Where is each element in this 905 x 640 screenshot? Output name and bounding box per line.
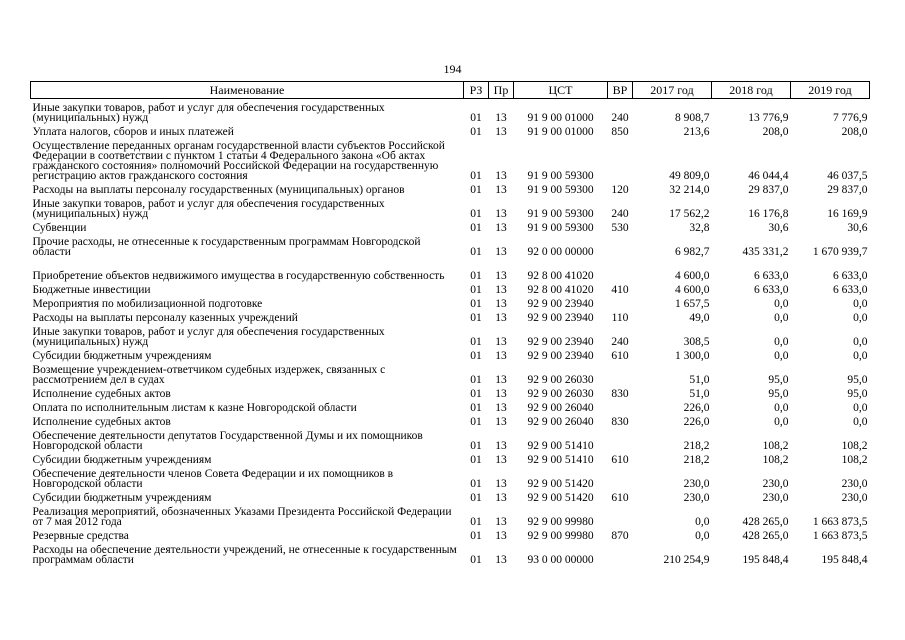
row-vr: 110	[611, 312, 629, 324]
row-2019: 0,0	[853, 312, 868, 324]
row-2019: 7 776,9	[833, 112, 868, 124]
row-2018: 230,0	[762, 492, 789, 504]
row-vr: 120	[611, 184, 629, 196]
table-row	[31, 323, 870, 347]
row-2018: 29 837,0	[748, 184, 789, 196]
row-cst: 92 9 00 23940	[527, 298, 594, 310]
row-2018: 230,0	[762, 478, 789, 490]
row-2017: 17 562,2	[669, 208, 710, 220]
row-2019: 0,0	[853, 402, 868, 414]
row-name: Реализация мероприятий, обозначенных Указами Президента Российской Федерации от 7 мая 2012 года	[32, 506, 452, 528]
row-2019: 6 633,0	[833, 284, 868, 296]
row-2018: 0,0	[774, 416, 789, 428]
row-rz: 01	[470, 336, 482, 348]
row-2017: 1 657,5	[675, 298, 710, 310]
row-2018: 6 633,0	[754, 270, 789, 282]
row-cst: 92 9 00 51420	[527, 492, 594, 504]
row-2018: 0,0	[774, 350, 789, 362]
row-pr: 13	[495, 374, 507, 386]
table-row	[31, 361, 870, 385]
table-row	[31, 489, 870, 503]
row-rz: 01	[470, 208, 482, 220]
row-cst: 92 0 00 00000	[527, 246, 594, 258]
row-cst: 92 9 00 26030	[527, 388, 594, 400]
row-rz: 01	[470, 402, 482, 414]
row-rz: 01	[470, 554, 482, 566]
row-cst: 92 9 00 51420	[527, 478, 594, 490]
row-rz: 01	[470, 374, 482, 386]
row-name: Иные закупки товаров, работ и услуг для обеспечения государственных (муниципальных) нужд	[32, 102, 385, 124]
row-vr: 240	[611, 208, 629, 220]
row-vr: 870	[611, 530, 629, 542]
row-2017: 226,0	[683, 416, 710, 428]
row-rz: 01	[470, 270, 482, 282]
row-2017: 51,0	[689, 388, 710, 400]
row-pr: 13	[495, 530, 507, 542]
row-rz: 01	[470, 246, 482, 258]
row-2018: 0,0	[774, 312, 789, 324]
row-name: Расходы на выплаты персоналу казенных учреждений	[32, 312, 298, 324]
row-name: Обеспечение деятельности депутатов Государственной Думы и их помощников Новгородской области	[32, 430, 423, 452]
row-2017: 4 600,0	[675, 270, 710, 282]
row-2019: 230,0	[841, 492, 868, 504]
row-vr: 850	[611, 126, 629, 138]
header-cst: ЦСТ	[514, 82, 608, 99]
row-2019: 1 663 873,5	[812, 516, 868, 528]
row-name: Осуществление переданных органам государственной власти субъектов Российской Федерации в соответствии с пунктом 1 статьи 4 Федерального закона «Об актах гражданского состояния» полномочий Российской Федерации на государственную регистрацию актов гражданского состояния	[32, 140, 445, 182]
row-name: Субсидии бюджетным учреждениям	[32, 454, 212, 466]
row-vr	[608, 233, 633, 257]
row-vr	[608, 137, 633, 181]
row-pr: 13	[495, 350, 507, 362]
row-rz: 01	[470, 184, 482, 196]
row-2019: 16 169,9	[827, 208, 868, 220]
row-2019: 208,0	[841, 126, 868, 138]
table-row	[31, 503, 870, 527]
row-pr: 13	[495, 112, 507, 124]
row-cst: 92 9 00 26040	[527, 402, 594, 414]
table-row	[31, 527, 870, 541]
table-row	[31, 123, 870, 137]
row-pr: 13	[495, 554, 507, 566]
row-name: Субвенции	[32, 222, 87, 234]
row-vr: 240	[611, 112, 629, 124]
row-2018: 428 265,0	[742, 516, 789, 528]
table-row	[31, 137, 870, 181]
row-2017: 32 214,0	[669, 184, 710, 196]
row-2017: 230,0	[683, 492, 710, 504]
row-pr: 13	[495, 126, 507, 138]
row-cst: 92 9 00 51410	[527, 440, 594, 452]
row-2017: 6 982,7	[675, 246, 710, 258]
row-cst: 92 9 00 23940	[527, 336, 594, 348]
row-2017: 308,5	[683, 336, 710, 348]
table-row	[31, 399, 870, 413]
row-2019: 30,6	[847, 222, 868, 234]
row-name: Исполнение судебных актов	[32, 388, 171, 400]
row-rz: 01	[470, 516, 482, 528]
row-rz: 01	[470, 478, 482, 490]
row-name: Субсидии бюджетным учреждениям	[32, 350, 212, 362]
row-rz: 01	[470, 284, 482, 296]
row-2018: 108,2	[762, 440, 789, 452]
table-row	[31, 99, 870, 124]
row-rz: 01	[470, 312, 482, 324]
table-row	[31, 413, 870, 427]
row-vr	[608, 427, 633, 451]
row-cst: 92 9 00 26030	[527, 374, 594, 386]
row-2017: 210 254,9	[663, 554, 710, 566]
row-name: Резервные средства	[32, 530, 129, 542]
table-row	[31, 181, 870, 195]
row-pr: 13	[495, 388, 507, 400]
row-name: Прочие расходы, не отнесенные к государственным программам Новгородской области	[32, 236, 421, 258]
budget-table	[30, 81, 870, 565]
row-2018: 108,2	[762, 454, 789, 466]
row-2019: 108,2	[841, 454, 868, 466]
row-2019: 195 848,4	[821, 554, 868, 566]
row-name: Иные закупки товаров, работ и услуг для обеспечения государственных (муниципальных) нужд	[32, 198, 385, 220]
row-2018: 30,6	[768, 222, 789, 234]
header-2017: 2017 год	[633, 82, 712, 99]
row-name: Иные закупки товаров, работ и услуг для обеспечения государственных (муниципальных) нужд	[32, 326, 385, 348]
table-row	[31, 309, 870, 323]
row-2019: 230,0	[841, 478, 868, 490]
row-2017: 4 600,0	[675, 284, 710, 296]
row-2018: 16 176,8	[748, 208, 789, 220]
table-row	[31, 541, 870, 565]
table-row	[31, 451, 870, 465]
row-name: Расходы на обеспечение деятельности учреждений, не отнесенные к государственным программам области	[32, 544, 457, 566]
row-name: Бюджетные инвестиции	[32, 284, 151, 296]
row-cst: 92 9 00 99980	[527, 530, 594, 542]
row-2019: 95,0	[847, 388, 868, 400]
row-rz: 01	[470, 388, 482, 400]
row-2019: 0,0	[853, 416, 868, 428]
row-2018: 208,0	[762, 126, 789, 138]
row-name: Возмещение учреждением-ответчиком судебных издержек, связанных с рассмотрением дел в судах	[32, 364, 386, 386]
row-name: Исполнение судебных актов	[32, 416, 171, 428]
row-rz: 01	[470, 126, 482, 138]
row-2017: 0,0	[695, 530, 710, 542]
row-pr: 13	[495, 312, 507, 324]
row-name: Приобретение объектов недвижимого имущества в государственную собственность	[32, 270, 445, 282]
table-row	[31, 195, 870, 219]
row-vr	[608, 541, 633, 565]
header-vr: ВР	[608, 82, 633, 99]
row-2019: 0,0	[853, 298, 868, 310]
row-rz: 01	[470, 492, 482, 504]
row-pr: 13	[495, 270, 507, 282]
row-2019: 0,0	[853, 336, 868, 348]
row-2019: 95,0	[847, 374, 868, 386]
row-vr: 530	[611, 222, 629, 234]
row-2017: 49 809,0	[669, 170, 710, 182]
row-2019: 29 837,0	[827, 184, 868, 196]
row-2018: 6 633,0	[754, 284, 789, 296]
row-cst: 91 9 00 59300	[527, 170, 594, 182]
row-vr	[608, 503, 633, 527]
row-rz: 01	[470, 112, 482, 124]
row-2019: 46 037,5	[827, 170, 868, 182]
row-cst: 91 9 00 01000	[527, 126, 594, 138]
table-body	[31, 99, 870, 566]
row-pr: 13	[495, 336, 507, 348]
table-row	[31, 281, 870, 295]
row-2019: 0,0	[853, 350, 868, 362]
row-name: Субсидии бюджетным учреждениям	[32, 492, 212, 504]
row-cst: 92 9 00 51410	[527, 454, 594, 466]
header-2019: 2019 год	[791, 82, 870, 99]
row-pr: 13	[495, 454, 507, 466]
row-2019: 1 670 939,7	[812, 246, 868, 258]
row-cst: 92 9 00 23940	[527, 312, 594, 324]
row-2019: 6 633,0	[833, 270, 868, 282]
row-cst: 92 9 00 26040	[527, 416, 594, 428]
row-vr: 240	[611, 336, 629, 348]
row-cst: 92 9 00 23940	[527, 350, 594, 362]
row-rz: 01	[470, 454, 482, 466]
row-pr: 13	[495, 478, 507, 490]
row-2017: 218,2	[683, 454, 710, 466]
row-2017: 8 908,7	[675, 112, 710, 124]
row-2017: 0,0	[695, 516, 710, 528]
row-2017: 226,0	[683, 402, 710, 414]
row-pr: 13	[495, 440, 507, 452]
row-cst: 91 9 00 01000	[527, 112, 594, 124]
row-vr	[608, 361, 633, 385]
row-pr: 13	[495, 208, 507, 220]
row-2018: 428 265,0	[742, 530, 789, 542]
row-cst: 92 8 00 41020	[527, 270, 594, 282]
row-2017: 1 300,0	[675, 350, 710, 362]
row-vr	[608, 295, 633, 309]
table-row	[31, 233, 870, 257]
row-pr: 13	[495, 222, 507, 234]
row-cst: 91 9 00 59300	[527, 184, 594, 196]
row-2018: 46 044,4	[748, 170, 789, 182]
header-2018: 2018 год	[712, 82, 791, 99]
row-rz: 01	[470, 298, 482, 310]
row-2017: 32,8	[689, 222, 710, 234]
row-2018: 195 848,4	[742, 554, 789, 566]
row-vr: 830	[611, 388, 629, 400]
row-2018: 95,0	[768, 374, 789, 386]
row-pr: 13	[495, 516, 507, 528]
row-name: Обеспечение деятельности членов Совета Федерации и их помощников в Новгородской области	[32, 468, 394, 490]
header-pr: Пр	[489, 82, 514, 99]
row-pr: 13	[495, 298, 507, 310]
page-number: 194	[443, 62, 462, 76]
row-rz: 01	[470, 530, 482, 542]
table-row	[31, 257, 870, 281]
row-name: Мероприятия по мобилизационной подготовке	[32, 298, 263, 310]
row-2017: 49,0	[689, 312, 710, 324]
row-2018: 95,0	[768, 388, 789, 400]
row-rz: 01	[470, 350, 482, 362]
row-cst: 92 9 00 99980	[527, 516, 594, 528]
row-2018: 0,0	[774, 298, 789, 310]
row-rz: 01	[470, 416, 482, 428]
row-vr: 610	[611, 454, 629, 466]
row-vr: 410	[611, 284, 629, 296]
table-row	[31, 427, 870, 451]
table-row	[31, 347, 870, 361]
row-rz: 01	[470, 222, 482, 234]
row-name: Уплата налогов, сборов и иных платежей	[32, 126, 234, 138]
row-2018: 0,0	[774, 336, 789, 348]
row-pr: 13	[495, 184, 507, 196]
row-cst: 92 8 00 41020	[527, 284, 594, 296]
row-2017: 230,0	[683, 478, 710, 490]
row-vr: 830	[611, 416, 629, 428]
header-rz: РЗ	[464, 82, 489, 99]
row-cst: 91 9 00 59300	[527, 208, 594, 220]
row-vr	[608, 465, 633, 489]
row-2019: 108,2	[841, 440, 868, 452]
row-pr: 13	[495, 416, 507, 428]
table-row	[31, 295, 870, 309]
row-2017: 218,2	[683, 440, 710, 452]
row-2018: 435 331,2	[742, 246, 789, 258]
row-pr: 13	[495, 170, 507, 182]
row-pr: 13	[495, 402, 507, 414]
row-vr: 610	[611, 492, 629, 504]
header-name: Наименование	[31, 82, 464, 99]
row-rz: 01	[470, 440, 482, 452]
row-cst: 93 0 00 00000	[527, 554, 594, 566]
row-name: Расходы на выплаты персоналу государственных (муниципальных) органов	[32, 184, 405, 196]
row-vr: 610	[611, 350, 629, 362]
row-2018: 13 776,9	[748, 112, 789, 124]
row-vr	[608, 257, 633, 281]
table-row	[31, 385, 870, 399]
row-2018: 0,0	[774, 402, 789, 414]
row-cst: 91 9 00 59300	[527, 222, 594, 234]
row-rz: 01	[470, 170, 482, 182]
row-2017: 51,0	[689, 374, 710, 386]
table-row	[31, 465, 870, 489]
row-pr: 13	[495, 492, 507, 504]
table-header-row	[31, 82, 870, 99]
row-pr: 13	[495, 284, 507, 296]
row-2017: 213,6	[683, 126, 710, 138]
row-2019: 1 663 873,5	[812, 530, 868, 542]
row-vr	[608, 399, 633, 413]
table-row	[31, 219, 870, 233]
row-pr: 13	[495, 246, 507, 258]
row-name: Оплата по исполнительным листам к казне Новгородской области	[32, 402, 357, 414]
